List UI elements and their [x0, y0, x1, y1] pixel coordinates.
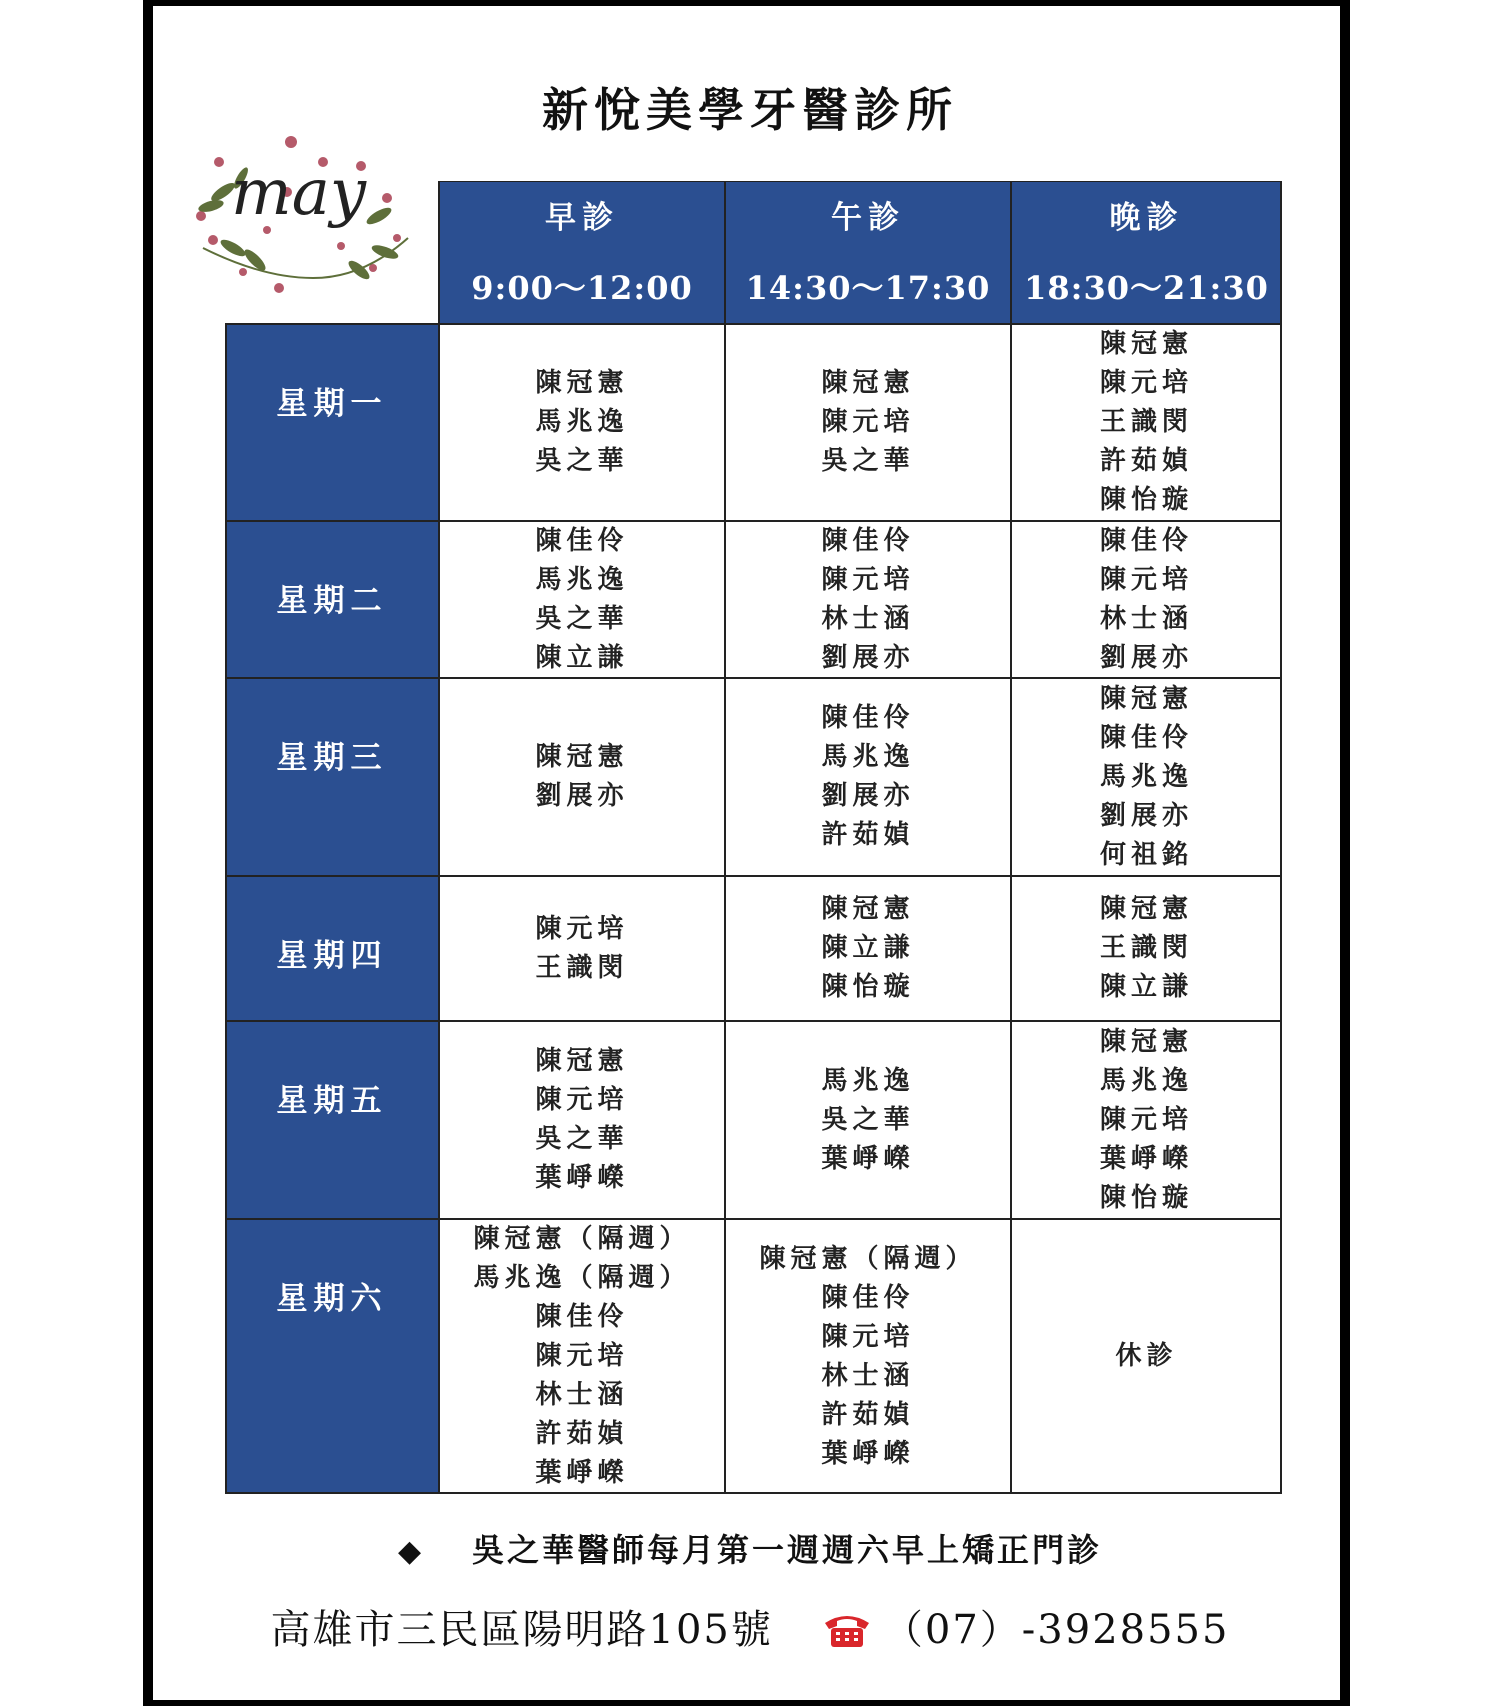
doctor-name: 葉崢嶸: [535, 1163, 629, 1193]
doctor-name: 馬兆逸（隔週）: [473, 1263, 691, 1293]
doctor-name: 何祖銘: [1099, 839, 1193, 870]
day-label-thu: 星期四: [225, 876, 439, 1021]
doctor-name: 陳冠憲: [821, 894, 915, 924]
doctor-name: 林士涵: [535, 1380, 629, 1410]
doctor-name: 劉展亦: [535, 781, 629, 811]
diamond-bullet-icon: ◆: [397, 1534, 425, 1569]
doctor-name: 陳冠憲: [535, 368, 629, 398]
day-label-tue: 星期二: [225, 521, 439, 678]
doctor-name: 林士涵: [821, 1360, 915, 1391]
closed-label: 休診: [1115, 1341, 1178, 1371]
doctor-name: 陳怡璇: [1099, 485, 1193, 515]
doctor-name: 陳冠憲（隔週）: [473, 1224, 691, 1254]
day-label-mon: 星期一: [225, 324, 439, 521]
doctor-name: 吳之華: [535, 603, 629, 634]
doctor-name: 陳元培: [535, 913, 629, 944]
doctor-name: 陳元培: [535, 1085, 629, 1115]
doctor-name: 陳佳伶: [821, 703, 915, 733]
doctor-name: 陳元培: [821, 407, 915, 437]
doctor-name: 劉展亦: [821, 642, 915, 673]
doctor-name: 陳冠憲: [1099, 329, 1193, 359]
doctor-name: 馬兆逸: [1099, 761, 1193, 792]
doctor-name: 王識閔: [1099, 407, 1193, 437]
doctor-name: 陳元培: [1099, 368, 1193, 398]
schedule-table: [225, 181, 1282, 1494]
address-text: 高雄市三民區陽明路105號: [270, 1607, 773, 1653]
phone-number: （07）-3928555: [882, 1607, 1230, 1653]
telephone-icon: [821, 1609, 873, 1649]
doctor-name: 劉展亦: [1099, 642, 1193, 673]
orthodontic-note: [0, 1525, 1500, 1571]
doctor-name: 陳佳伶: [821, 525, 915, 556]
doctor-name: 陳冠憲: [1099, 683, 1193, 714]
shift-time: 14:30～17:30: [745, 268, 991, 307]
doctor-name: 陳冠憲（隔週）: [759, 1243, 977, 1274]
doctor-name: 陳佳伶: [821, 1282, 915, 1313]
doctor-name: 陳立謙: [1099, 972, 1193, 1002]
doctor-name: 馬兆逸: [821, 742, 915, 772]
doctor-name: 馬兆逸: [821, 1065, 915, 1096]
doctor-name: 馬兆逸: [535, 407, 629, 437]
day-label-fri: 星期五: [225, 1021, 439, 1219]
doctor-name: 馬兆逸: [1099, 1065, 1193, 1096]
contact-footer: [0, 1598, 1500, 1655]
doctor-name: 陳元培: [821, 564, 915, 595]
doctor-name: 陳佳伶: [535, 1302, 629, 1332]
doctor-name: 陳怡璇: [821, 972, 915, 1002]
doctor-name: 陳立謙: [535, 642, 629, 673]
clinic-title: 新悅美學牙醫診所: [542, 83, 958, 137]
doctor-name: 陳佳伶: [1099, 722, 1193, 753]
doctor-name: 陳立謙: [821, 933, 915, 963]
doctor-name: 王識閔: [535, 952, 629, 983]
doctor-name: 許茹媜: [821, 1399, 915, 1430]
doctor-name: 陳元培: [1099, 1104, 1193, 1135]
note-text: 吳之華醫師每月第一週週六早上矯正門診: [472, 1531, 1103, 1569]
shift-name: 早診: [545, 199, 619, 236]
doctor-name: 陳佳伶: [1099, 525, 1193, 556]
doctor-name: 陳佳伶: [535, 525, 629, 556]
doctor-name: 葉崢嶸: [821, 1143, 915, 1174]
doctor-name: 劉展亦: [821, 781, 915, 811]
doctor-name: 陳元培: [535, 1341, 629, 1371]
day-label-wed: 星期三: [225, 678, 439, 876]
shift-time: 18:30～21:30: [1024, 268, 1269, 307]
doctor-name: 陳冠憲: [535, 742, 629, 772]
doctor-name: 王識閔: [1099, 933, 1193, 963]
doctor-name: 陳冠憲: [821, 368, 915, 398]
doctor-name: 吳之華: [821, 1104, 915, 1135]
doctor-name: 吳之華: [821, 446, 915, 476]
doctor-name: 陳元培: [1099, 564, 1193, 595]
doctor-name: 陳冠憲: [1099, 1026, 1193, 1057]
doctor-name: 馬兆逸: [535, 564, 629, 595]
doctor-name: 陳怡璇: [1099, 1182, 1193, 1213]
table-grid-lines: [225, 181, 1282, 1494]
logo-text: may: [231, 156, 366, 230]
shift-time: 9:00～12:00: [471, 268, 693, 307]
doctor-name: 陳冠憲: [1099, 894, 1193, 924]
doctor-name: 葉崢嶸: [535, 1458, 629, 1488]
doctor-name: 陳冠憲: [535, 1046, 629, 1076]
doctor-name: 林士涵: [1099, 603, 1193, 634]
day-label-sat: 星期六: [225, 1219, 439, 1494]
doctor-name: 許茹媜: [535, 1419, 629, 1449]
doctor-name: 吳之華: [535, 446, 629, 476]
doctor-name: 劉展亦: [1099, 800, 1193, 831]
doctor-name: 林士涵: [821, 603, 915, 634]
doctor-name: 陳元培: [821, 1321, 915, 1352]
shift-name: 午診: [831, 199, 905, 236]
doctor-name: 許茹媜: [821, 820, 915, 850]
shift-name: 晚診: [1109, 199, 1184, 236]
doctor-name: 葉崢嶸: [821, 1438, 915, 1469]
doctor-name: 葉崢嶸: [1099, 1143, 1193, 1174]
doctor-name: 許茹媜: [1099, 446, 1193, 476]
doctor-name: 吳之華: [535, 1124, 629, 1154]
